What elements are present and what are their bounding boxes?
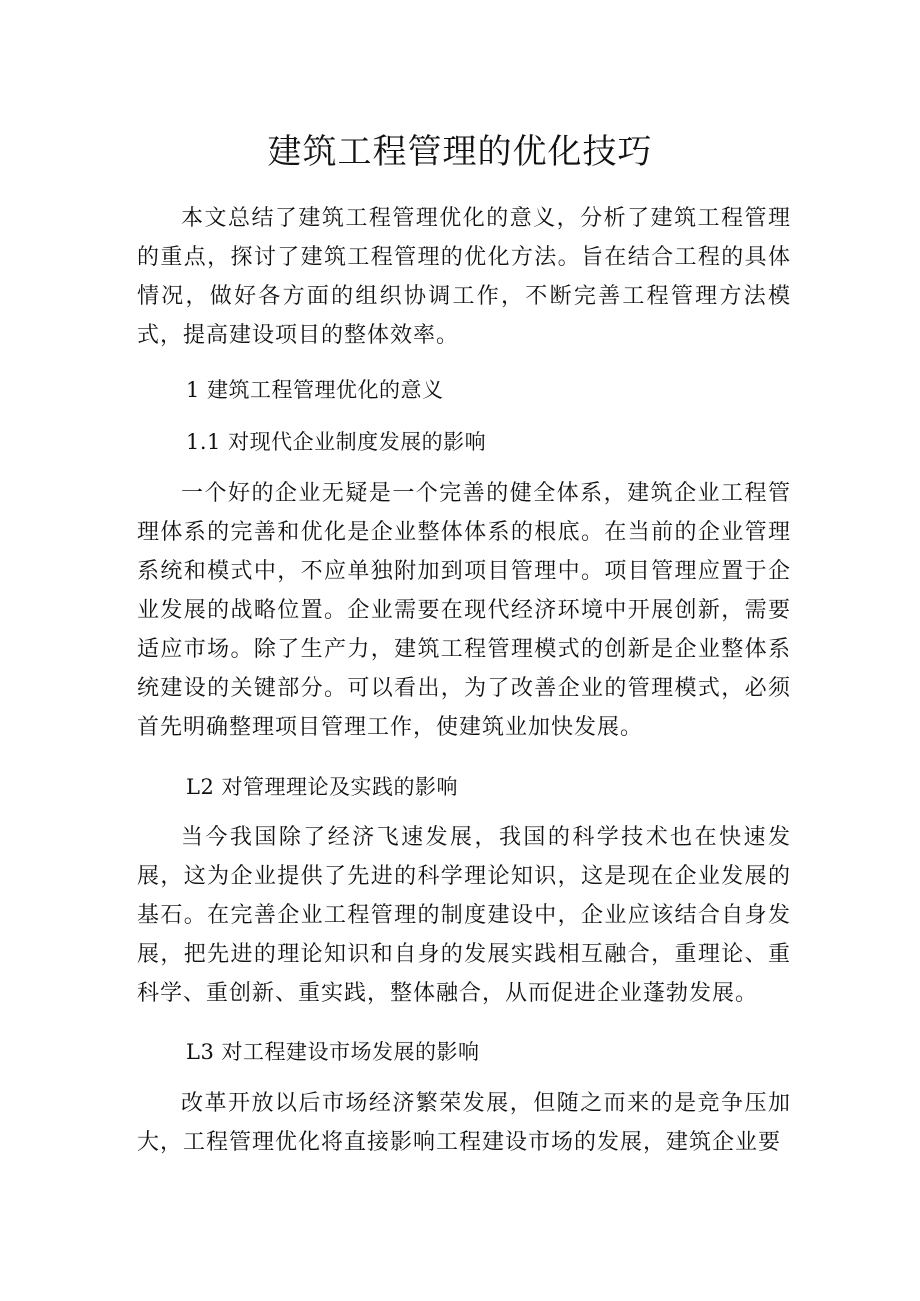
section-1-3-paragraph: 改革开放以后市场经济繁荣发展，但随之而来的是竞争压加大，工程管理优化将直接影响工程建设市场的发展，建筑企业要 <box>137 1091 791 1155</box>
section-1-heading: 1 建筑工程管理优化的意义 <box>186 378 444 402</box>
section-1-1-heading: 1.1 对现代企业制度发展的影响 <box>186 430 487 454</box>
section-1-2-heading: L2 对管理理论及实践的影响 <box>186 775 458 799</box>
abstract-paragraph: 本文总结了建筑工程管理优化的意义，分析了建筑工程管理的重点，探讨了建筑工程管理的优化方法。旨在结合工程的具体情况，做好各方面的组织协调工作，不断完善工程管理方法模式，提高建设项目的整体效率。 <box>137 206 791 348</box>
section-1-2-paragraph: 当今我国除了经济飞速发展，我国的科学技术也在快速发展，这为企业提供了先进的科学理论知识，这是现在企业发展的基石。在完善企业工程管理的制度建设中，企业应该结合自身发展，把先进的理论知识和自身的发展实践相互融合，重理论、重科学、重创新、重实践，整体融合，从而促进企业蓬勃发展。 <box>137 825 791 1006</box>
section-1-3-heading: L3 对工程建设市场发展的影响 <box>186 1040 480 1064</box>
section-1-1-paragraph: 一个好的企业无疑是一个完善的健全体系，建筑企业工程管理体系的完善和优化是企业整体体系的根底。在当前的企业管理系统和模式中，不应单独附加到项目管理中。项目管理应置于企业发展的战略位置。企业需要在现代经济环境中开展创新，需要适应市场。除了生产力，建筑工程管理模式的创新是企业整体系统建设的关键部分。可以看出，为了改善企业的管理模式，必须首先明确整理项目管理工作，使建筑业加快发展。 <box>137 481 791 740</box>
document-title: 建筑工程管理的优化技巧 <box>267 132 653 172</box>
